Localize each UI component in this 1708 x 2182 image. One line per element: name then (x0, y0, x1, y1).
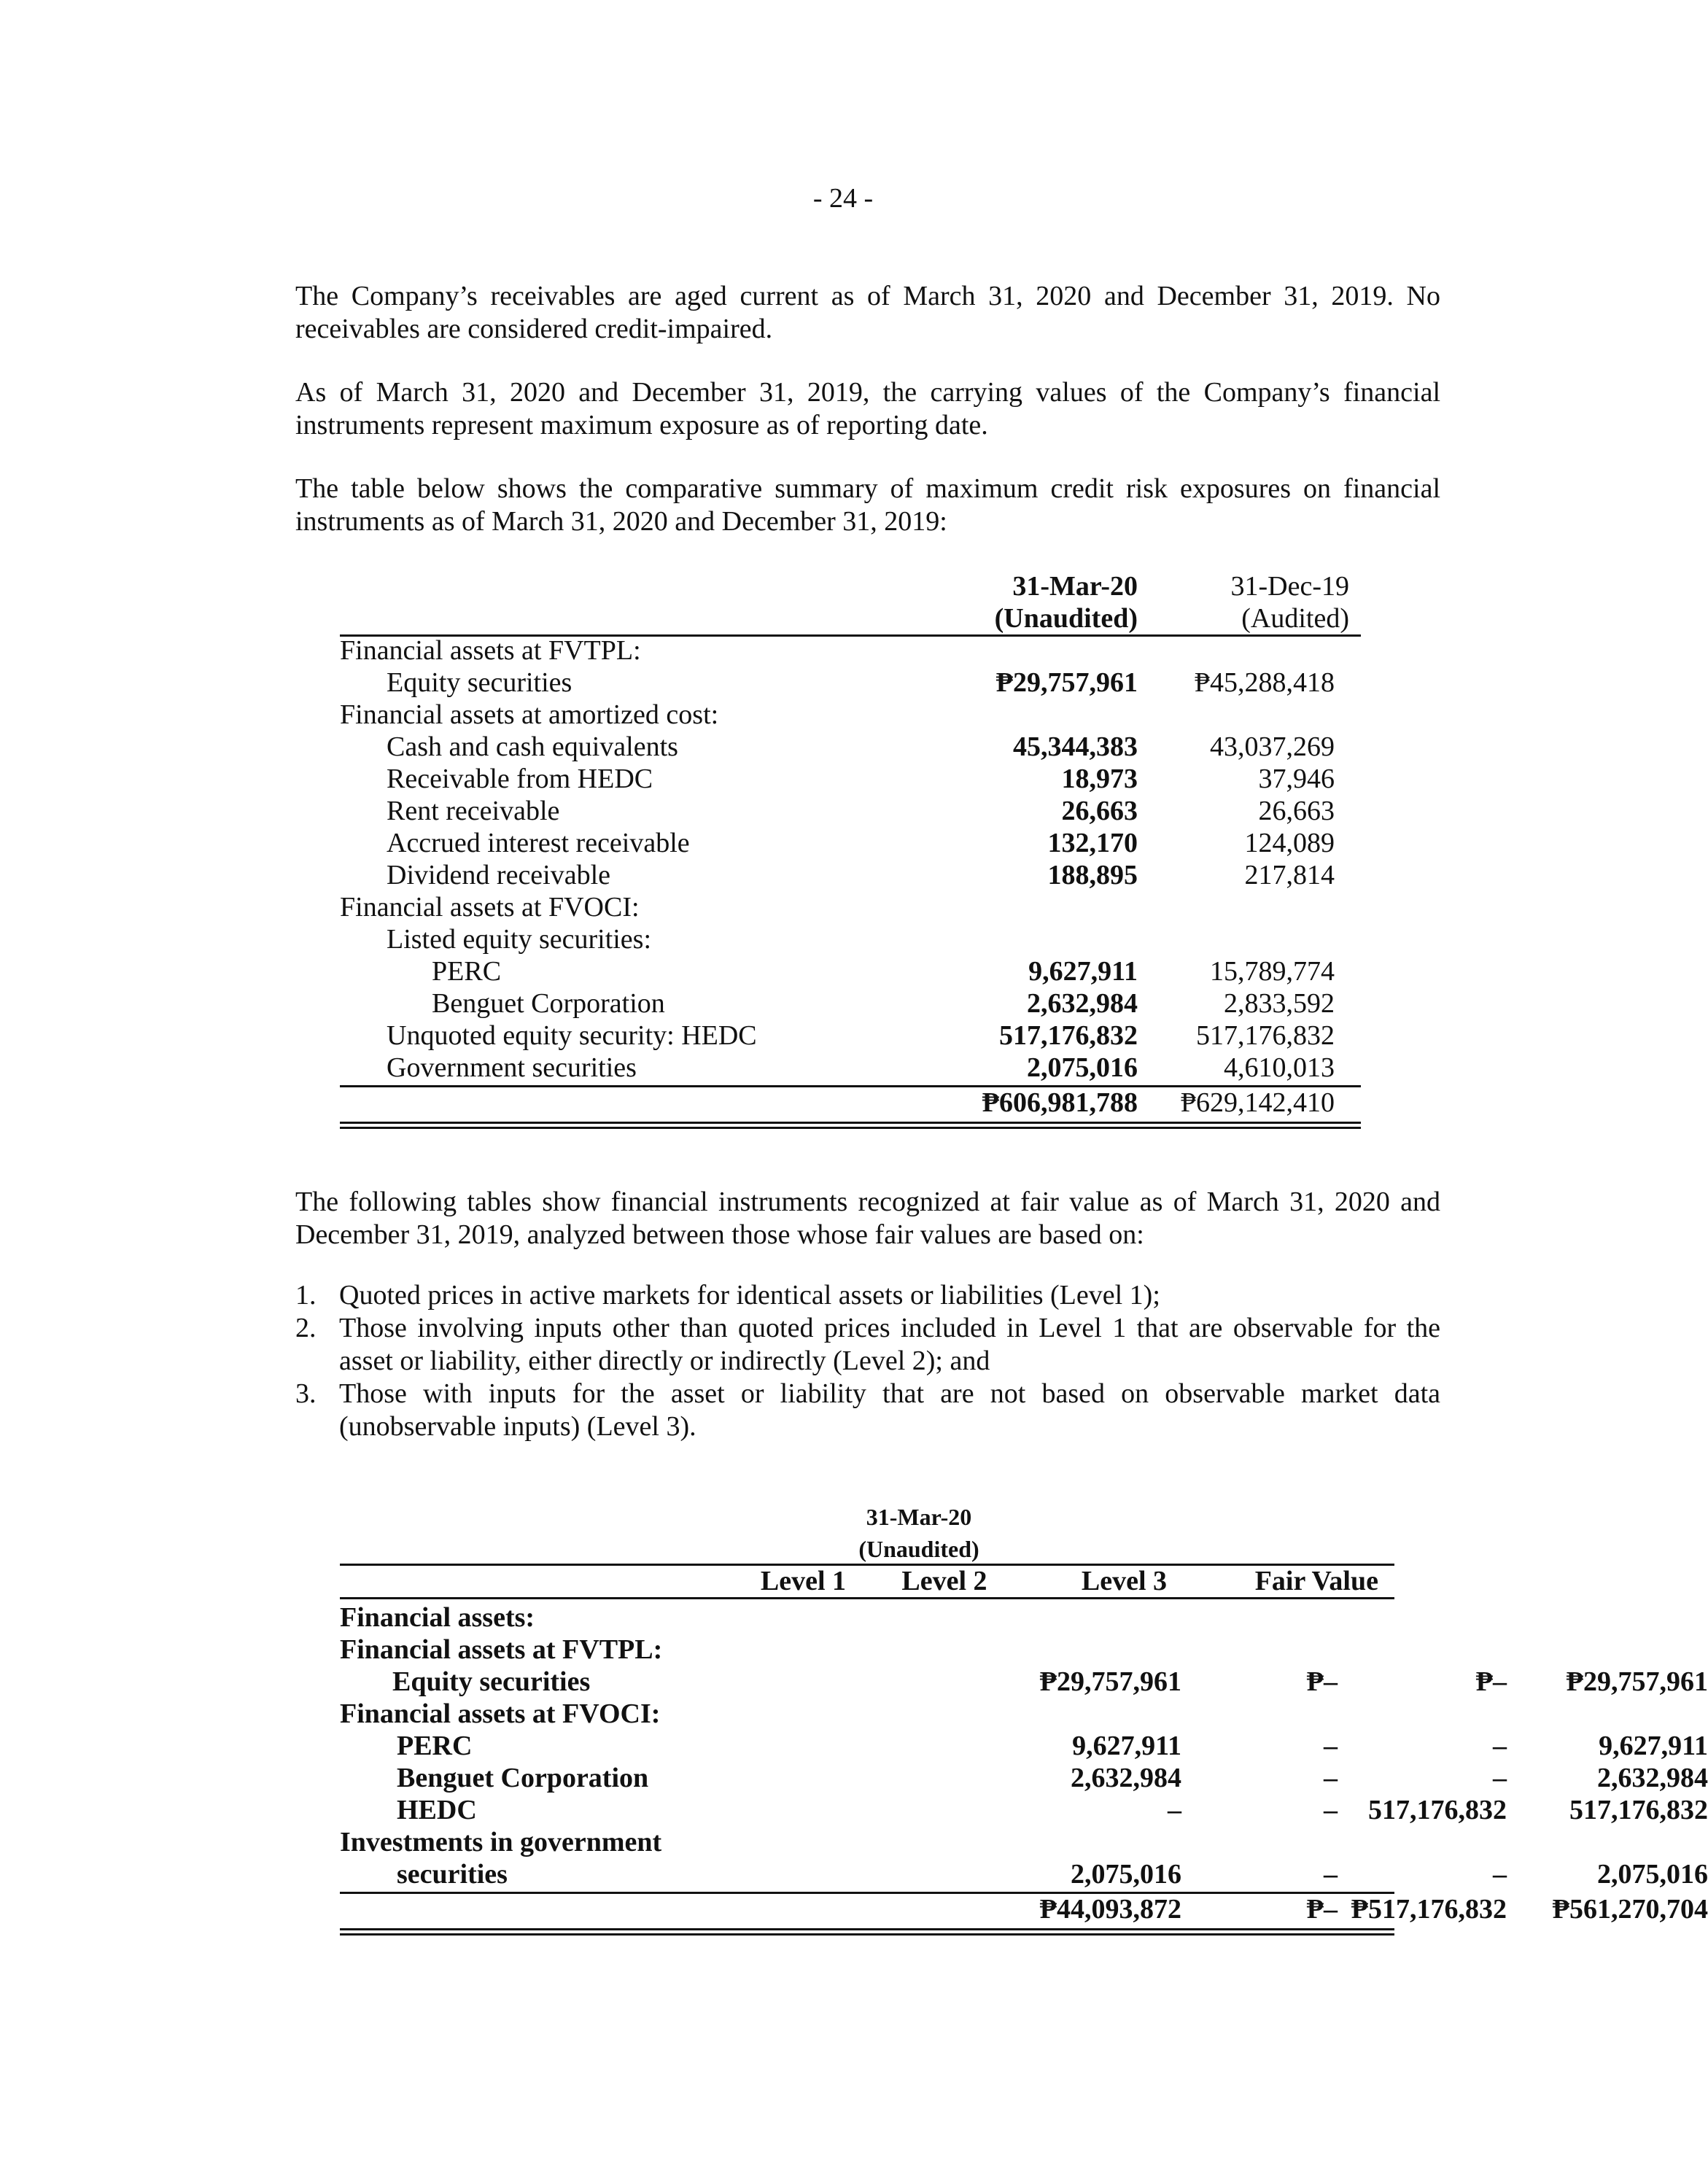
value-dec19: 124,089 (1244, 828, 1335, 858)
value-level2: ₱– (1306, 1666, 1338, 1697)
value-fair-value: 517,176,832 (1569, 1795, 1708, 1825)
row-label: Financial assets at FVTPL: (340, 1634, 663, 1665)
value-level2: – (1324, 1731, 1338, 1761)
value-level1: 2,075,016 (1071, 1859, 1181, 1890)
table-row (340, 859, 1361, 891)
value-level1: 9,627,911 (1072, 1731, 1181, 1761)
value-fair-value: 9,627,911 (1599, 1731, 1708, 1761)
row-label: Unquoted equity security: HEDC (387, 1020, 757, 1051)
table-row (340, 1762, 1708, 1794)
header-col2-status: (Audited) (1241, 603, 1349, 634)
table-row (340, 1634, 1405, 1666)
paragraph-fair-value-intro: The following tables show financial instruments recognized at fair value as of March 31, 2020 and December 31, 2019, analyzed between those whose fair values are based on: (295, 1187, 1440, 1250)
table-row (340, 1794, 1708, 1826)
value-level2: – (1324, 1795, 1338, 1825)
table-row (340, 891, 1361, 923)
value-fair-value: 2,632,984 (1597, 1763, 1708, 1793)
value-dec19: 2,833,592 (1224, 988, 1335, 1019)
column-header-level3: Level 3 (1081, 1566, 1167, 1596)
row-label: Rent receivable (387, 796, 560, 826)
row-label: Dividend receivable (387, 860, 611, 890)
list-item-number: 1. (295, 1280, 317, 1311)
page-number: - 24 - (812, 183, 874, 214)
table-row (340, 827, 1361, 859)
row-label: Government securities (387, 1052, 637, 1083)
table-row (340, 1826, 1405, 1858)
table-row (340, 634, 1361, 667)
column-header-level1: Level 1 (760, 1566, 846, 1596)
value-level2: – (1324, 1763, 1338, 1793)
row-label: securities (397, 1859, 508, 1890)
value-level1: ₱29,757,961 (1039, 1666, 1181, 1697)
value-mar20: 188,895 (1047, 860, 1138, 890)
value-mar20: 9,627,911 (1028, 956, 1138, 987)
value-dec19: 26,663 (1258, 796, 1335, 826)
row-label: Receivable from HEDC (387, 764, 653, 794)
value-fair-value: 2,075,016 (1597, 1859, 1708, 1890)
table-row (340, 923, 1361, 955)
total-level3: ₱517,176,832 (1351, 1894, 1507, 1925)
credit-table-double-rule-top (340, 1122, 1361, 1124)
credit-table-header-col2 (1167, 570, 1349, 634)
header-col1-date: 31-Mar-20 (1012, 571, 1138, 602)
table-title-date: 31-Mar-20 (866, 1504, 972, 1530)
credit-table-double-rule-bottom (340, 1127, 1361, 1129)
total-mar20: ₱606,981,788 (982, 1087, 1138, 1118)
list-item-text: Those involving inputs other than quoted prices included in Level 1 that are observable for the asset or liability, either directly or indirectly (Level 2); and (339, 1313, 1440, 1376)
list-item-number: 3. (295, 1378, 317, 1409)
value-level3: ₱– (1475, 1666, 1507, 1697)
list-item-text: Those with inputs for the asset or liability that are not based on observable market data (unobservable inputs) (Level 3). (339, 1378, 1440, 1442)
value-mar20: ₱29,757,961 (995, 667, 1138, 698)
value-mar20: 2,632,984 (1027, 988, 1138, 1019)
row-label: HEDC (397, 1795, 477, 1825)
value-level3: – (1493, 1859, 1507, 1890)
column-header-level2: Level 2 (901, 1566, 987, 1596)
table-row (340, 1601, 1405, 1634)
value-dec19: ₱45,288,418 (1194, 667, 1335, 698)
credit-table-header-col1 (955, 570, 1138, 634)
row-label: Financial assets at FVTPL: (340, 635, 641, 666)
row-label: Listed equity securities: (387, 924, 652, 955)
value-mar20: 2,075,016 (1027, 1052, 1138, 1083)
fair-value-table-double-rule-top (340, 1928, 1394, 1930)
table-row (340, 1666, 1708, 1698)
row-label: PERC (397, 1731, 473, 1761)
fair-value-table-header-rule (340, 1597, 1394, 1599)
row-label: Equity securities (387, 667, 572, 698)
value-dec19: 43,037,269 (1210, 731, 1335, 762)
list-item-number: 2. (295, 1313, 317, 1343)
row-label: Financial assets: (340, 1602, 535, 1633)
value-dec19: 4,610,013 (1224, 1052, 1335, 1083)
value-level2: – (1324, 1859, 1338, 1890)
paragraph-receivables-aging: The Company’s receivables are aged current as of March 31, 2020 and December 31, 2019. No receivables are considered credit-impaired. (295, 281, 1440, 344)
row-label: Cash and cash equivalents (387, 731, 678, 762)
value-dec19: 15,789,774 (1210, 956, 1335, 987)
header-col2-date: 31-Dec-19 (1230, 571, 1349, 602)
paragraph-carrying-values: As of March 31, 2020 and December 31, 2019, the carrying values of the Company’s financial instruments represent maximum exposure as of reporting date. (295, 377, 1440, 440)
table-row (340, 795, 1361, 827)
table-row (340, 987, 1361, 1020)
value-mar20: 18,973 (1061, 764, 1138, 794)
total-fair-value: ₱561,270,704 (1552, 1894, 1708, 1925)
total-level2: ₱– (1306, 1894, 1338, 1925)
total-level1: ₱44,093,872 (1039, 1894, 1181, 1925)
table-row (340, 667, 1361, 699)
table-row (340, 1698, 1405, 1730)
row-label: Investments in government (340, 1827, 662, 1857)
table-row-total (340, 1087, 1361, 1119)
table-row (340, 699, 1361, 731)
value-mar20: 45,344,383 (1013, 731, 1138, 762)
value-level3: – (1493, 1731, 1507, 1761)
row-label: Benguet Corporation (432, 988, 665, 1019)
table-row (340, 955, 1361, 987)
list-item-text: Quoted prices in active markets for identical assets or liabilities (Level 1); (339, 1280, 1160, 1311)
table-row (340, 1020, 1361, 1052)
table-row (340, 763, 1361, 795)
row-label: Accrued interest receivable (387, 828, 690, 858)
fair-value-table-title (810, 1501, 1028, 1565)
row-label: Financial assets at amortized cost: (340, 699, 719, 730)
value-mar20: 517,176,832 (999, 1020, 1138, 1051)
value-dec19: 37,946 (1258, 764, 1335, 794)
table-title-status: (Unaudited) (858, 1536, 979, 1562)
fair-value-table-double-rule-bottom (340, 1933, 1394, 1936)
table-row (340, 1858, 1708, 1890)
value-mar20: 26,663 (1061, 796, 1138, 826)
value-dec19: 517,176,832 (1196, 1020, 1335, 1051)
value-level3: 517,176,832 (1368, 1795, 1507, 1825)
value-dec19: 217,814 (1244, 860, 1335, 890)
row-label: PERC (432, 956, 502, 987)
value-level1: 2,632,984 (1071, 1763, 1181, 1793)
table-row-total (340, 1893, 1708, 1925)
table-row (340, 731, 1361, 763)
header-col1-status: (Unaudited) (994, 603, 1138, 634)
value-level3: – (1493, 1763, 1507, 1793)
value-fair-value: ₱29,757,961 (1566, 1666, 1708, 1697)
value-mar20: 132,170 (1047, 828, 1138, 858)
row-label: Financial assets at FVOCI: (340, 1698, 661, 1729)
table-row (340, 1730, 1708, 1762)
paragraph-credit-table-intro: The table below shows the comparative summary of maximum credit risk exposures on financial instruments as of March 31, 2020 and December 31, 2019: (295, 473, 1440, 537)
table-row (340, 1052, 1361, 1084)
value-level1: – (1168, 1795, 1181, 1825)
row-label: Financial assets at FVOCI: (340, 892, 640, 923)
total-dec19: ₱629,142,410 (1180, 1087, 1335, 1118)
column-header-fair-value: Fair Value (1254, 1566, 1378, 1596)
row-label: Equity securities (392, 1666, 591, 1697)
row-label: Benguet Corporation (397, 1763, 649, 1793)
